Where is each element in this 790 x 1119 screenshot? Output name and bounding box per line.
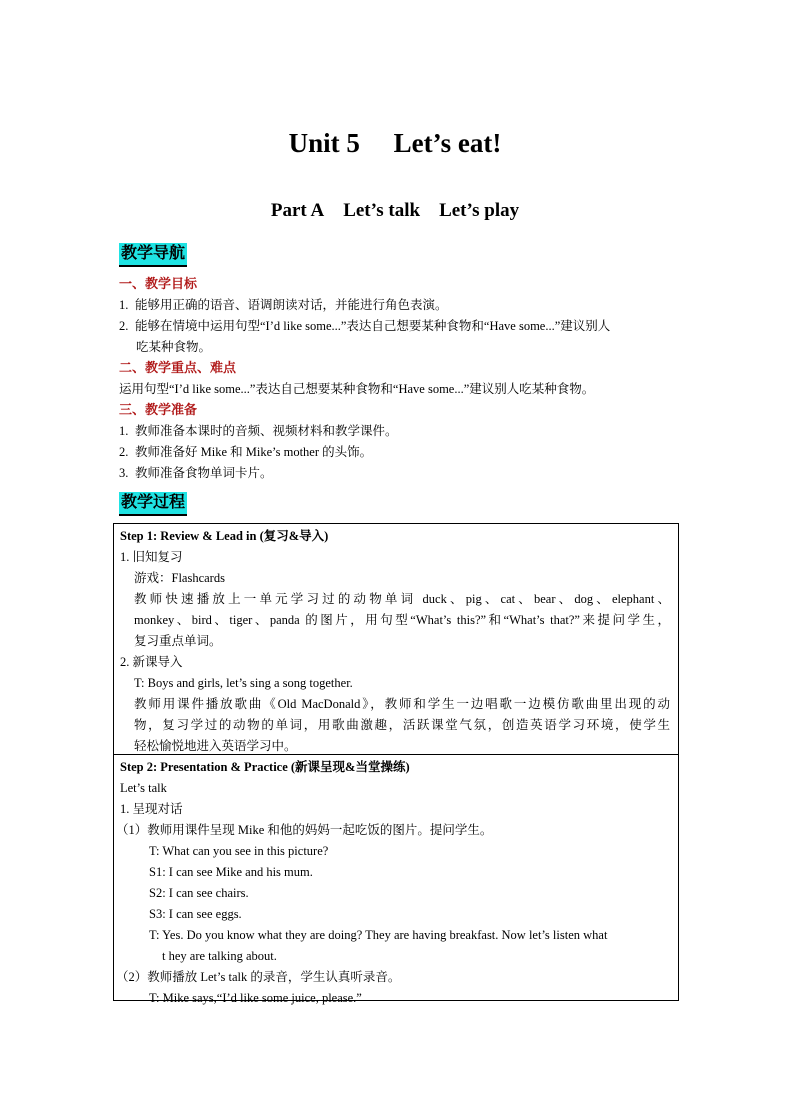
goal-2-num: 2. xyxy=(119,319,129,333)
unit-number: Unit 5 xyxy=(288,128,360,158)
goal-2 xyxy=(119,318,610,334)
unit-name: Let’s eat! xyxy=(393,128,502,158)
step1-intro-heading: 2. 新课导入 xyxy=(120,655,183,669)
step1-para2-line2: 物，复习学过的动物的单词，用歌曲激趣，活跃课堂气氛，创造英语学习环境，使学生 xyxy=(134,718,670,732)
key-points-text: 运用句型“I’d like some...”表达自己想要某种食物和“Have some...”建议别人吃某种食物。 xyxy=(119,382,595,396)
step2-title: Step 2: Presentation & Practice (新课呈现&当堂操练) xyxy=(120,760,410,774)
goal-1-text: 能够用正确的语音、语调朗读对话，并能进行角色表演。 xyxy=(135,298,448,312)
prep-title: 三、教学准备 xyxy=(119,402,198,417)
dialogue-line-3: S2: I can see chairs. xyxy=(149,886,249,900)
prep-3-num: 3. xyxy=(119,466,129,480)
key-points-title: 二、教学重点、难点 xyxy=(119,360,237,375)
unit-title xyxy=(0,128,790,159)
dialogue-line-6: T: Mike says,“I’d like some juice, please.” xyxy=(149,991,362,1005)
prep-1-text: 教师准备本课时的音频、视频材料和教学课件。 xyxy=(135,424,398,438)
process-table xyxy=(113,523,679,1005)
dialogue-line-1: T: What can you see in this picture? xyxy=(149,844,329,858)
part-item-talk: Let’s talk xyxy=(343,200,421,221)
table-row-divider xyxy=(114,754,678,755)
prep-3-text: 教师准备食物单词卡片。 xyxy=(135,466,273,480)
part-item-play: Let’s play xyxy=(439,200,520,221)
step1-para2-line3: 轻松愉悦地进入英语学习中。 xyxy=(134,739,297,753)
step1-para1-line1: 教师快速播放上一单元学习过的动物单词 duck、pig、cat、bear、dog、elephant、 xyxy=(134,592,670,606)
step2-item1: （1）教师用课件呈现 Mike 和他的妈妈一起吃饭的图片。提问学生。 xyxy=(116,823,493,837)
part-subtitle xyxy=(0,200,790,222)
process-heading: 教学过程 xyxy=(119,492,187,516)
goal-1-num: 1. xyxy=(119,298,129,312)
prep-3 xyxy=(119,465,273,481)
part-label: Part A xyxy=(270,200,325,221)
dialogue-line-2: S1: I can see Mike and his mum. xyxy=(149,865,313,879)
prep-1-num: 1. xyxy=(119,424,129,438)
prep-1 xyxy=(119,423,398,439)
prep-2 xyxy=(119,444,372,460)
dialogue-line-5: T: Yes. Do you know what they are doing? They are having breakfast. Now let’s listen what xyxy=(149,928,608,942)
step1-title: Step 1: Review & Lead in (复习&导入) xyxy=(120,529,329,543)
step1-review-heading: 1. 旧知复习 xyxy=(120,550,183,564)
step1-para1-line3: 复习重点单词。 xyxy=(134,634,222,648)
dialogue-line-4: S3: I can see eggs. xyxy=(149,907,242,921)
guide-heading: 教学导航 xyxy=(119,243,187,267)
step1-teacher-line: T: Boys and girls, let’s sing a song together. xyxy=(134,676,353,690)
goal-2-continued: 吃某种食物。 xyxy=(136,340,212,354)
goal-2-text: 能够在情境中运用句型“I’d like some...”表达自己想要某种食物和“Have some...”建议别人 xyxy=(135,319,611,333)
prep-2-num: 2. xyxy=(119,445,129,459)
dialogue-line-5-continued: t hey are talking about. xyxy=(162,949,277,963)
prep-2-text: 教师准备好 Mike 和 Mike’s mother 的头饰。 xyxy=(135,445,373,459)
step2-lets-talk: Let’s talk xyxy=(120,781,167,795)
step1-para1-line2: monkey、bird、tiger、panda 的图片，用句型“What’s this?”和“What’s that?”来提问学生， xyxy=(134,613,670,627)
goal-1 xyxy=(119,297,448,313)
step2-present-heading: 1. 呈现对话 xyxy=(120,802,183,816)
step1-para2-line1: 教师用课件播放歌曲《Old MacDonald》，教师和学生一边唱歌一边模仿歌曲里出现的动 xyxy=(134,697,670,711)
step2-item2: （2）教师播放 Let’s talk 的录音，学生认真听录音。 xyxy=(116,970,401,984)
goals-title: 一、教学目标 xyxy=(119,276,198,291)
step1-game: 游戏：Flashcards xyxy=(134,571,225,585)
